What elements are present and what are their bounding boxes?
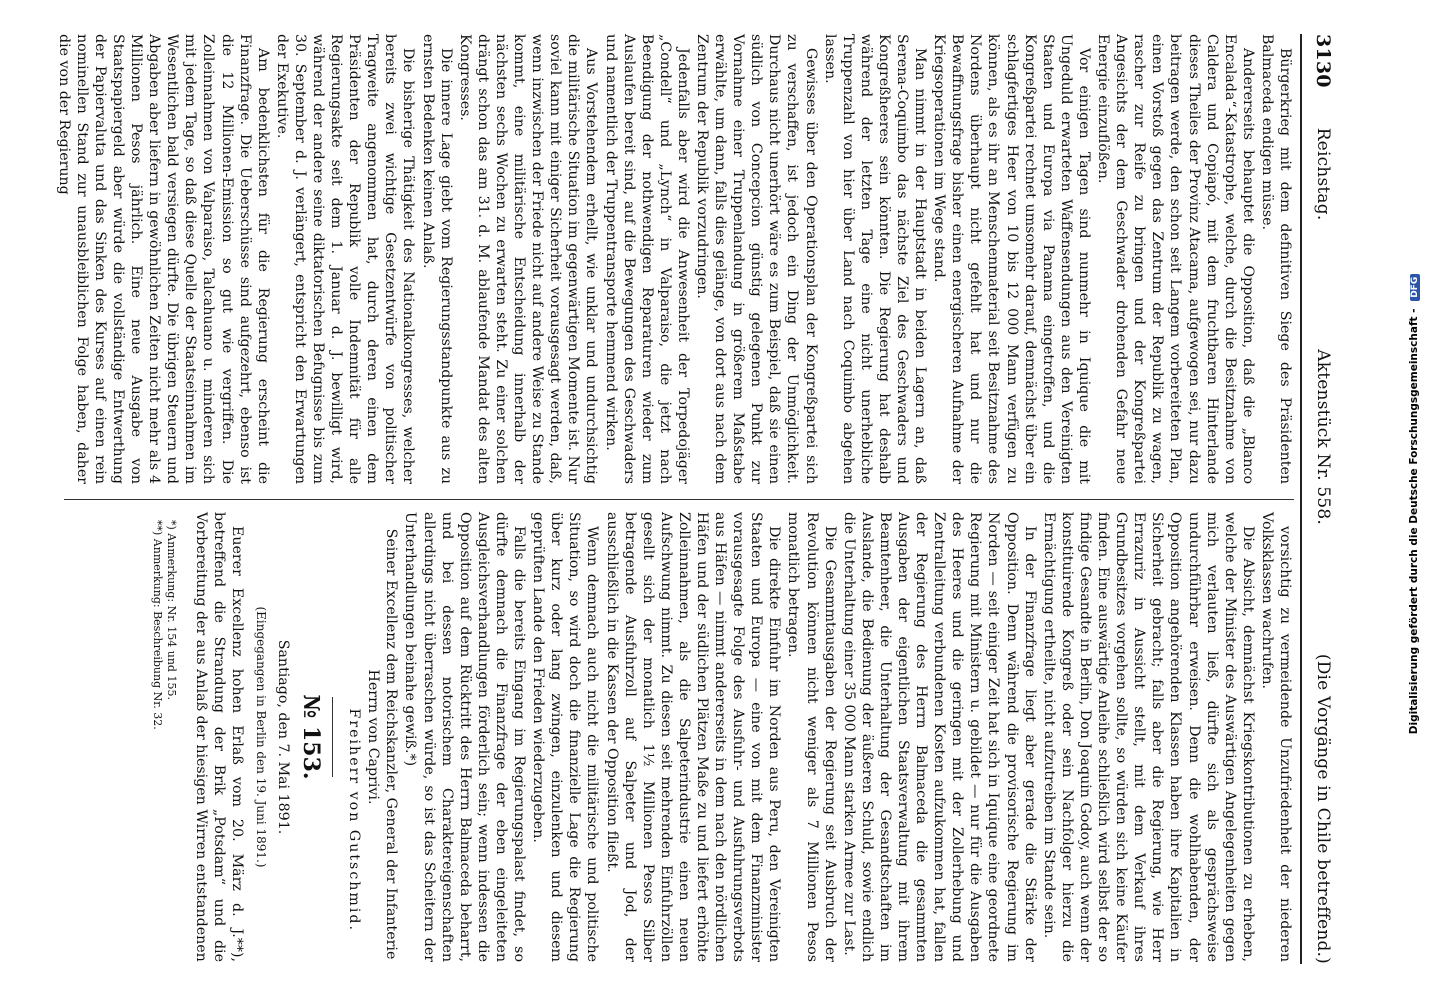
- header-right: (Die Vorgänge in Chile betreffend.): [1313, 653, 1333, 964]
- paragraph: Andererseits behauptet die Opposition, daß die „Blanco Encalada“-Katastrophe, welche, durch die Besitznahme von Caldera und Copiapó, mit dem fruchtbaren Hinterlande dieses Theiles der Provinz Atacama, aufgewogen sei, nur dazu beitragen werde, den schon seit Langem vorbereiteten Plan, einen Vorstoß gegen das Zentrum der Republik zu wagen, rascher zur Reife zu bringen und der Kongreßpartei Angesichts der dem Geschwader drohenden Gefahr neue Energie einzuflößen.: [1095, 34, 1256, 484]
- header-left: Reichstag.: [1313, 127, 1333, 221]
- date-line: Santiago, den 7. Mai 1891.: [275, 639, 292, 835]
- left-column: [55, 34, 1294, 484]
- greeting: Seiner Excellenz dem Reichskanzler, General der Infanterie Herrn von Caprivi.: [365, 528, 400, 960]
- paragraph: Die bisherige Thätigkeit des Nationalkongresses, welcher bereits zwei wichtige Gesetzentwürfe von politischer Tragweite angenommen hat, durch deren einen dem Präsidenten der Republik volle Indemnität für alle Regierungsakte seit dem 1. Januar d. J. bewilligt wird, während der andere seine diktatorischen Befugnisse bis zum 30. September d. J. verlängert, entspricht den Erwartungen der Exekutive.: [273, 34, 417, 484]
- paragraph: Bürgerkrieg mit dem definitiven Siege des Präsidenten Balmaceda endigen müsse.: [1258, 34, 1293, 484]
- right-column-paragraphs: [401, 512, 1294, 962]
- paragraph: Wenn demnach auch nicht die militärische und politische Situation, so wird doch die finanzielle Lage die Regierung über kurz oder lang zwingen, einzulenken und diesem geprüften Lande den Frieden wiederzugeben.: [530, 512, 601, 962]
- page-header: [1306, 34, 1340, 964]
- header-center: Aktenstück Nr. 558.: [1313, 349, 1333, 526]
- rotated-page-content: [50, 34, 1340, 964]
- footnote-2: **) Anmerkung: Beschreibung Nr. 32.: [150, 520, 164, 730]
- paragraph: Aus Vorstehendem erhellt, wie unklar und undurchsichtig die militärische Situation im gegenwärtigen Momente ist. Nur soviel kann mit einiger Sicherheit vorausgesagt werden, daß, wenn inzwischen der Friede nicht auf andere Weise zu Stande kommt, eine militärische Entscheidung innerhalb der nächsten sechs Wochen zu erwarten steht. Zu einer solchen drängt schon das am 31. d. M. ablaufende Mandat des alten Kongresses.: [456, 34, 600, 484]
- document-number: № 153.: [298, 694, 325, 780]
- right-column: [64, 512, 1294, 962]
- paragraph: In der Finanzfrage liegt aber gerade die Stärke der Opposition. Denn während die provisorische Regierung im Norden — seit einiger Zeit hat sich in Iquique eine geordnete Regierung mit Ministern u. gebildet — nur für die Ausgaben des Heeres und die geringen mit der Zollerhebung und Zentralleitung verbundenen Kosten aufzukommen hat, fallen der Regierung des Herrn Balmaceda die gesammten Ausgaben der eigentlichen Staatsverwaltung mit ihrem Beamtenheer, die Unterhaltung der Gesandtschaften im Auslande, die Bedienung der äußeren Schuld, sowie endlich die Unterhaltung einer 35 000 Mann starken Armee zur Last.: [840, 512, 1038, 962]
- closing-paragraph: Euerer Excellenz hohen Erlaß vom 20. März d. J.**), betreffend die Strandung der Brik „Potsdam“ und die Vorbereitung der aus Anlaß der hiesigen Wirren entstandenen: [192, 512, 245, 962]
- received-note: (Eingegangen in Berlin den 19. Juni 1891.): [253, 606, 268, 868]
- paragraph: vorsichtig zu vermeidende Unzufriedenheit der niederen Volksklassen wachrufen.: [1258, 512, 1293, 962]
- paragraph: Am bedenklichsten für die Regierung erscheint die Finanzfrage. Die Ueberschüsse sind aufgezehrt, ebenso ist die 12 Millionen-Emission so gut wie vergriffen. Die Zolleinnahmen von Valparaiso, Talcahuano u. minderen sich mit jedem Tage, so daß diese Quelle der Staatseinnahmen im Wesentlichen bald versiegen dürfte. Die übrigen Steuern und Abgaben aber liefern in gewöhnlichen Zeiten nicht mehr als 4 Millionen Pesos jährlich. Eine neue Ausgabe von Staatspapiergeld aber würde die vollständige Entwerthung der Papiervaluta und das Sinken des Kurses auf einen rein nominellen Stand zur unausbleiblichen Folge haben, daher die von der Regierung: [55, 34, 271, 484]
- footnote-1: *) Anmerkung: Nr. 154 und 155.: [164, 520, 178, 700]
- paragraph: Gewisses über den Operationsplan der Kongreßpartei sich zu verschaffen, ist jedoch ein Ding der Unmöglichkeit. Durchaus nicht unerhört wäre es zum Beispiel, daß sie einen südlich von Concepcion günstig gelegenen Punkt zur Vornahme einer Truppenlandung in größerem Maßstabe erwählte, um dann, falls dies gelänge, von dort aus nach dem Zentrum der Republik vorzudringen.: [694, 34, 819, 484]
- margin-note-text: Digitalisierung gefördert durch die Deutsche Forschungsgemeinschaft -: [1408, 308, 1420, 735]
- paragraph: Die Gesammtausgaben der Regierung seit Ausbruch der Revolution können nicht weniger als 7 Millionen Pesos monatlich betragen.: [785, 512, 838, 962]
- page-number: 3130: [1312, 34, 1334, 88]
- paragraph: Die Absicht, demnächst Kriegskontributionen zu erheben, welche der Minister des Auswärtigen Angelegenheiten gegen mich verlauten ließ, dürfte sich als gesprächsweise undurchführbar erweisen. Denn die wohlhabenden, der Opposition angehörenden Klassen haben ihre Kapitalien in Sicherheit gebracht; falls aber die Regierung, wie Herr Errazuriz in Aussicht stellt, mit dem Verkauf ihres Grundbesitzes vorgehen sollte, so würden sich keine Käufer finden. Eine auswärtige Anleihe schließlich wird selbst der so findige Gesandte in Berlin, Don Joaquin Godoy, auch wenn der konstituirende Kongreß oder sein Nachfolger hierzu die Ermächtigung ertheilte, nicht aufzutreiben im Stande sein.: [1040, 512, 1256, 962]
- signature: Freiherr von Gutschmid.: [346, 708, 363, 932]
- footnotes: [150, 512, 178, 962]
- column-divider: [64, 499, 1294, 500]
- paragraph: Jedenfalls aber wird die Anwesenheit der Torpedojäger „Condell“ und „Lynch“ in Valparaiso, die jetzt nach Beendigung der nothwendigen Reparaturen wieder zum Auslaufen bereit sind, auf die Bewegungen des Geschwaders und namentlich der Truppentransporte hemmend wirken.: [602, 34, 691, 484]
- paragraph: Falls die bereits Eingang im Regierungspalast findet, so dürfte demnach die Finanzfrage der eben eingeleiteten Ausgleichsverhandlungen förderlich sein; wenn indessen die Opposition auf dem Rücktritt des Herrn Balmaceda beharrt, und bei dessen notorischem Charaktereigenschaften allerdings nicht überraschen würde, so ist das Scheitern der Unterhandlungen beinahe gewiß.*): [402, 512, 528, 962]
- header-rule: [1300, 34, 1302, 964]
- dfg-logo: DFG: [1410, 274, 1420, 301]
- paragraph: Vor einigen Tagen sind nunmehr in Iquique die mit Ungeduld erwarteten Waffensendungen aus den Vereinigten Staaten und Europa via Panama eingetroffen, und die Kongreßpartei rechnet umsomehr darauf, demnächst über ein schlagfertiges Heer von 10 bis 12 000 Mann verfügen zu können, als es ihr an Menschenmaterial seit Besitznahme des Nordens überhaupt nicht gefehlt hat und nur die Bewaffnungsfrage bisher einen energischeren Aufnahme der Kriegsoperationen im Wege stand.: [931, 34, 1092, 484]
- paragraph: Die direkte Einfuhr im Norden aus Peru, den Vereinigten Staaten und Europa — eine von mit dem Finanzminister vorausgesagte Folge des Ausfuhr- und Ausfuhrungsverbots aus Häfen — nimmt andererseits in dem nach den nördlichen Häfen und der südlichen Plätzen Maße zu und liefert erhöhte Zolleinnahmen, als die Salpeterindustrie einen neuen Aufschwung nimmt. Zu diesen seit mehrenden Einfuhrzöllen gesellt sich der monatlich 1½ Millionen Pesos Silber betragende Ausfuhrzoll auf Salpeter und Jod, der ausschließlich in die Kassen der Opposition fließt.: [603, 512, 783, 962]
- paragraph: Die innere Lage giebt vom Regierungsstandpunkte aus zu ernsten Bedenken keinen Anlaß.: [419, 34, 454, 484]
- digitization-margin-note: [1400, 0, 1432, 1000]
- paragraph: Man nimmt in der Hauptstadt in beiden Lagern an, daß Serena-Coquimbo das nächste Ziel des Geschwaders und Kongreßheeres sein könnten. Die Regierung hat deshalb während der letzten Tage eine nicht unerhebliche Truppenzahl von hier über Land nach Coquimbo abgehen lassen.: [821, 34, 929, 484]
- separator-rule: [332, 697, 333, 777]
